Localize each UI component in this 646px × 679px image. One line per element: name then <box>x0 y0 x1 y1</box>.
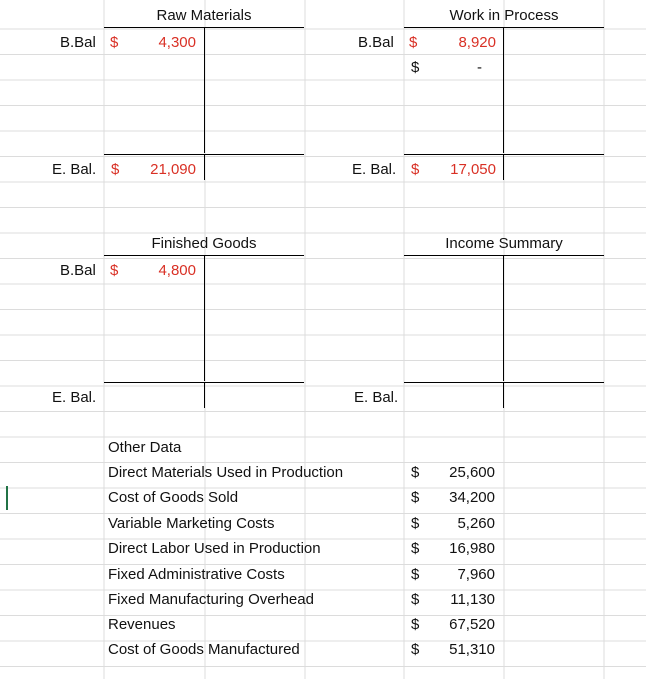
raw-materials-beg-label: B.Bal <box>60 34 96 51</box>
raw-materials-beg-value: 4,300 <box>158 34 196 51</box>
wip-bottom-rule <box>404 154 604 155</box>
other-data-label: Revenues <box>108 616 176 633</box>
other-data-currency: $ <box>411 566 420 583</box>
raw-materials-end-currency: $ <box>111 161 120 178</box>
finished-goods-end-rule <box>204 383 205 408</box>
other-data-value: 5,260 <box>457 515 495 532</box>
other-data-currency: $ <box>411 616 420 633</box>
raw-materials-end-label: E. Bal. <box>52 161 97 178</box>
other-data-currency: $ <box>411 489 420 506</box>
other-data-header: Other Data <box>108 439 182 456</box>
income-summary-center-rule <box>503 255 504 381</box>
raw-materials-beg-currency: $ <box>110 34 119 51</box>
wip-second-currency: $ <box>411 59 420 76</box>
other-data-currency: $ <box>411 464 420 481</box>
income-summary-end-rule <box>503 383 504 408</box>
other-data-value: 25,600 <box>449 464 495 481</box>
wip-end-rule <box>503 155 504 180</box>
other-data-value: 11,130 <box>450 591 495 608</box>
wip-title: Work in Process <box>449 7 559 24</box>
finished-goods-center-rule <box>204 255 205 381</box>
wip-second-value: - <box>477 59 482 76</box>
other-data-label: Direct Materials Used in Production <box>108 464 344 481</box>
finished-goods-beg-value: 4,800 <box>158 262 196 279</box>
raw-materials-end-value: 21,090 <box>150 161 196 178</box>
other-data-value: 7,960 <box>457 566 495 583</box>
wip-end-label: E. Bal. <box>352 161 397 178</box>
other-data-label: Fixed Manufacturing Overhead <box>108 591 314 608</box>
wip-end-value: 17,050 <box>450 161 496 178</box>
finished-goods-title: Finished Goods <box>151 235 257 252</box>
income-summary-bottom-rule <box>404 382 604 383</box>
other-data-value: 67,520 <box>449 616 495 633</box>
wip-center-rule <box>503 27 504 153</box>
raw-materials-end-rule <box>204 155 205 180</box>
finished-goods-beg-label: B.Bal <box>60 262 96 279</box>
income-summary-title: Income Summary <box>445 235 563 252</box>
other-data-value: 16,980 <box>449 540 495 557</box>
raw-materials-title: Raw Materials <box>156 7 252 24</box>
income-summary-end-label: E. Bal. <box>354 389 399 406</box>
other-data-currency: $ <box>411 641 420 658</box>
active-cell-indicator <box>6 486 8 510</box>
other-data-label: Direct Labor Used in Production <box>108 540 321 557</box>
other-data-currency: $ <box>411 591 420 608</box>
finished-goods-beg-currency: $ <box>110 262 119 279</box>
finished-goods-end-label: E. Bal. <box>52 389 97 406</box>
wip-beg-currency: $ <box>409 34 418 51</box>
wip-beg-label: B.Bal <box>358 34 394 51</box>
other-data-label: Fixed Administrative Costs <box>108 566 285 583</box>
wip-beg-value: 8,920 <box>458 34 496 51</box>
other-data-label: Cost of Goods Manufactured <box>108 641 300 658</box>
other-data-currency: $ <box>411 515 420 532</box>
wip-top-rule <box>404 27 604 28</box>
income-summary-top-rule <box>404 255 604 256</box>
other-data-currency: $ <box>411 540 420 557</box>
other-data-value: 34,200 <box>449 489 495 506</box>
other-data-label: Cost of Goods Sold <box>108 489 239 506</box>
other-data-label: Variable Marketing Costs <box>108 515 275 532</box>
raw-materials-center-rule <box>204 27 205 153</box>
wip-end-currency: $ <box>411 161 420 178</box>
other-data-value: 51,310 <box>449 641 495 658</box>
